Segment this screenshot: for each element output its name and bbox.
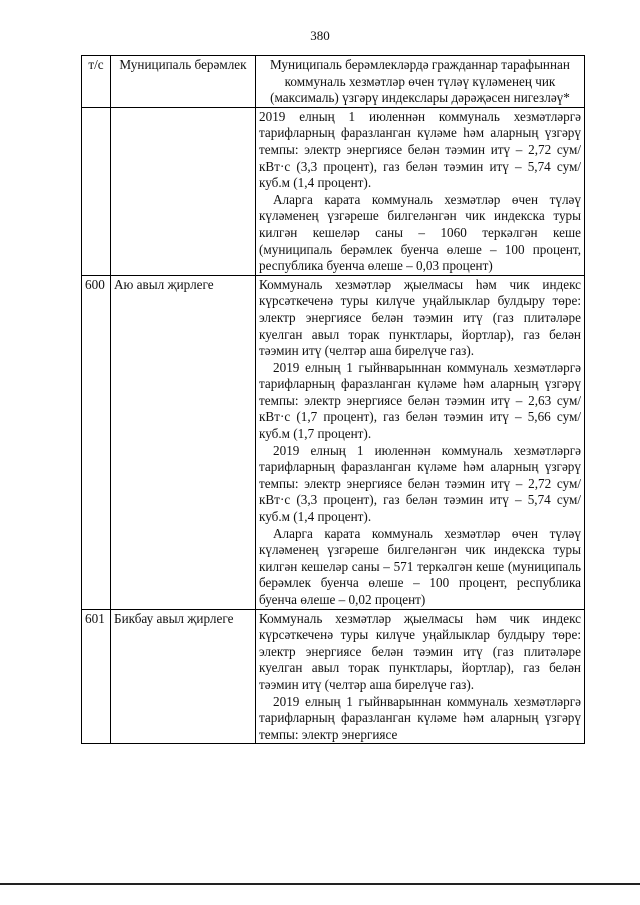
header-number: т/с	[82, 56, 111, 108]
table-row	[82, 609, 585, 744]
row-paragraph: Коммуналь хезмәтләр җыелмасы һәм чик индекс күрсәткеченә туры килүче уңайлыклар булдыру төре: электр энергиясе белән тәэмин итү (газ плитәләре куелган авыл торак пунктлары, йортлар), газ белән тәэмин итү (челтәр аша бирелүче газ).	[259, 610, 581, 692]
row-municipality: Бикбау авыл җирлеге	[111, 609, 256, 744]
table-row	[82, 107, 585, 275]
row-paragraph: 2019 елның 1 июленнән коммуналь хезмәтләргә тарифларның фаразланган күләме һәм аларның үзгәрү темпы: электр энергиясе белән тәэмин итү – 2,72 сум/кВт·с (3,3 процент), газ белән тәэмин итү – 5,74 сум/куб.м (1,4 процент).	[259, 442, 581, 525]
row-justification	[256, 275, 585, 609]
table-row	[82, 275, 585, 609]
page-bottom-rule	[0, 883, 640, 885]
row-justification	[256, 107, 585, 275]
row-paragraph: Аларга карата коммуналь хезмәтләр өчен түләү күләменең үзгәреше билгеләнгән чик индекска туры килгән кешеләр саны – 571 теркәлгән кеше (муниципаль берәмлек буенча өлеше – 100 процент, республика буенча өлеше – 0,02 процент)	[259, 525, 581, 607]
row-paragraph: Коммуналь хезмәтләр җыелмасы һәм чик индекс күрсәткеченә туры килүче уңайлыклар булдыру төре: электр энергиясе белән тәэмин итү (газ плитәләре куелган авыл торак пунктлары, йортлар), газ белән тәэмин итү (челтәр аша бирелүче газ).	[259, 276, 581, 359]
page-number: 380	[310, 28, 330, 43]
table-header-row	[82, 56, 585, 108]
row-paragraph: Аларга карата коммуналь хезмәтләр өчен түләү күләменең үзгәреше билгеләнгән чик индекска туры килгән кешеләр саны – 1060 теркәлгән кеше (муниципаль берәмлек буенча өлеше – 100 процент, республика буенча өлеше – 0,03 процент)	[259, 191, 581, 274]
header-justification: Муниципаль берәмлекләрдә гражданнар тарафыннан коммуналь хезмәтләр өчен түләү күләменең чик (максималь) үзгәрү индекслары дәрәҗәсен нигезләү*	[256, 56, 585, 108]
municipal-index-table	[81, 55, 585, 744]
row-paragraph: 2019 елның 1 гыйнварыннан коммуналь хезмәтләргә тарифларның фаразланган күләме һәм аларның үзгәрү темпы: электр энергиясе белән тәэмин итү – 2,63 сум/кВт·с (1,7 процент), газ белән тәэмин итү – 5,66 сум/куб.м (1,7 процент).	[259, 359, 581, 442]
row-number: 601	[82, 609, 111, 744]
row-paragraph: 2019 елның 1 июленнән коммуналь хезмәтләргә тарифларның фаразланган күләме һәм аларның үзгәрү темпы: электр энергиясе белән тәэмин итү – 2,72 сум/кВт·с (3,3 процент), газ белән тәэмин итү – 5,74 сум/куб.м (1,4 процент).	[259, 108, 581, 191]
row-number: 600	[82, 275, 111, 609]
row-paragraph: 2019 елның 1 гыйнварыннан коммуналь хезмәтләргә тарифларның фаразланган күләме һәм аларның үзгәрү темпы: электр энергиясе	[259, 693, 581, 742]
header-municipality: Муниципаль берәмлек	[111, 56, 256, 108]
row-municipality	[111, 107, 256, 275]
row-justification	[256, 609, 585, 744]
row-number	[82, 107, 111, 275]
row-municipality: Аю авыл җирлеге	[111, 275, 256, 609]
